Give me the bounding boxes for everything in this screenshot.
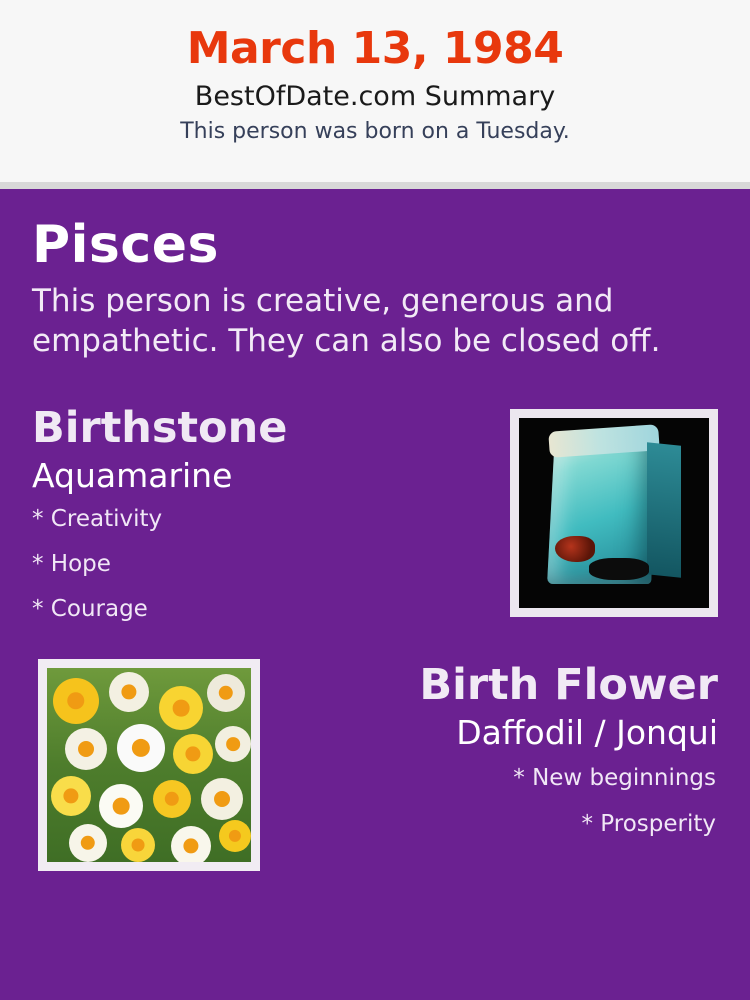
zodiac-sign-name: Pisces bbox=[32, 215, 219, 275]
birth-flower-trait: * Prosperity bbox=[581, 811, 716, 837]
birthstone-trait: * Creativity bbox=[32, 506, 163, 532]
daffodil-bloom bbox=[171, 826, 211, 862]
birth-flower-photo-inner bbox=[47, 668, 251, 862]
card-header bbox=[0, 0, 750, 182]
daffodil-bloom bbox=[207, 674, 245, 712]
birth-flower-photo bbox=[38, 659, 260, 871]
daffodil-bloom bbox=[153, 780, 191, 818]
birthstone-section bbox=[32, 403, 718, 653]
daffodil-bloom bbox=[219, 820, 251, 852]
daffodil-bloom bbox=[201, 778, 243, 820]
born-day-text: This person was born on a Tuesday. bbox=[180, 119, 570, 144]
daffodil-bloom bbox=[109, 672, 149, 712]
birthstone-trait: * Courage bbox=[32, 596, 148, 622]
birth-flower-heading: Birth Flower bbox=[419, 660, 718, 710]
daffodil-bloom bbox=[99, 784, 143, 828]
daffodil-bloom bbox=[69, 824, 107, 862]
crystal-red-inclusion bbox=[555, 536, 595, 562]
birth-flower-section bbox=[32, 659, 718, 889]
birthstone-heading: Birthstone bbox=[32, 403, 288, 453]
daffodil-bloom bbox=[53, 678, 99, 724]
birthstone-trait: * Hope bbox=[32, 551, 111, 577]
page-title: March 13, 1984 bbox=[186, 23, 564, 74]
zodiac-description: This person is creative, generous and empathetic. They can also be closed off. bbox=[32, 283, 661, 359]
daffodil-bloom bbox=[173, 734, 213, 774]
daffodil-bloom bbox=[121, 828, 155, 862]
daffodil-bloom bbox=[117, 724, 165, 772]
daffodil-bloom bbox=[215, 726, 251, 762]
details-panel bbox=[0, 189, 750, 1000]
birth-flower-trait: * New beginnings bbox=[513, 765, 716, 791]
birth-flower-text bbox=[278, 659, 718, 847]
crystal-dark-inclusion bbox=[589, 558, 649, 580]
daffodil-bloom bbox=[51, 776, 91, 816]
header-divider bbox=[0, 182, 750, 189]
birthstone-name: Aquamarine bbox=[32, 456, 233, 495]
birthstone-photo-inner bbox=[519, 418, 709, 608]
birthstone-photo bbox=[510, 409, 718, 617]
crystal-side-shape bbox=[647, 442, 681, 578]
daffodil-bloom bbox=[159, 686, 203, 730]
birth-flower-traits bbox=[278, 755, 718, 847]
birth-flower-name: Daffodil / Jonqui bbox=[456, 713, 718, 752]
daffodil-bloom bbox=[65, 728, 107, 770]
site-summary-label: BestOfDate.com Summary bbox=[194, 81, 556, 112]
